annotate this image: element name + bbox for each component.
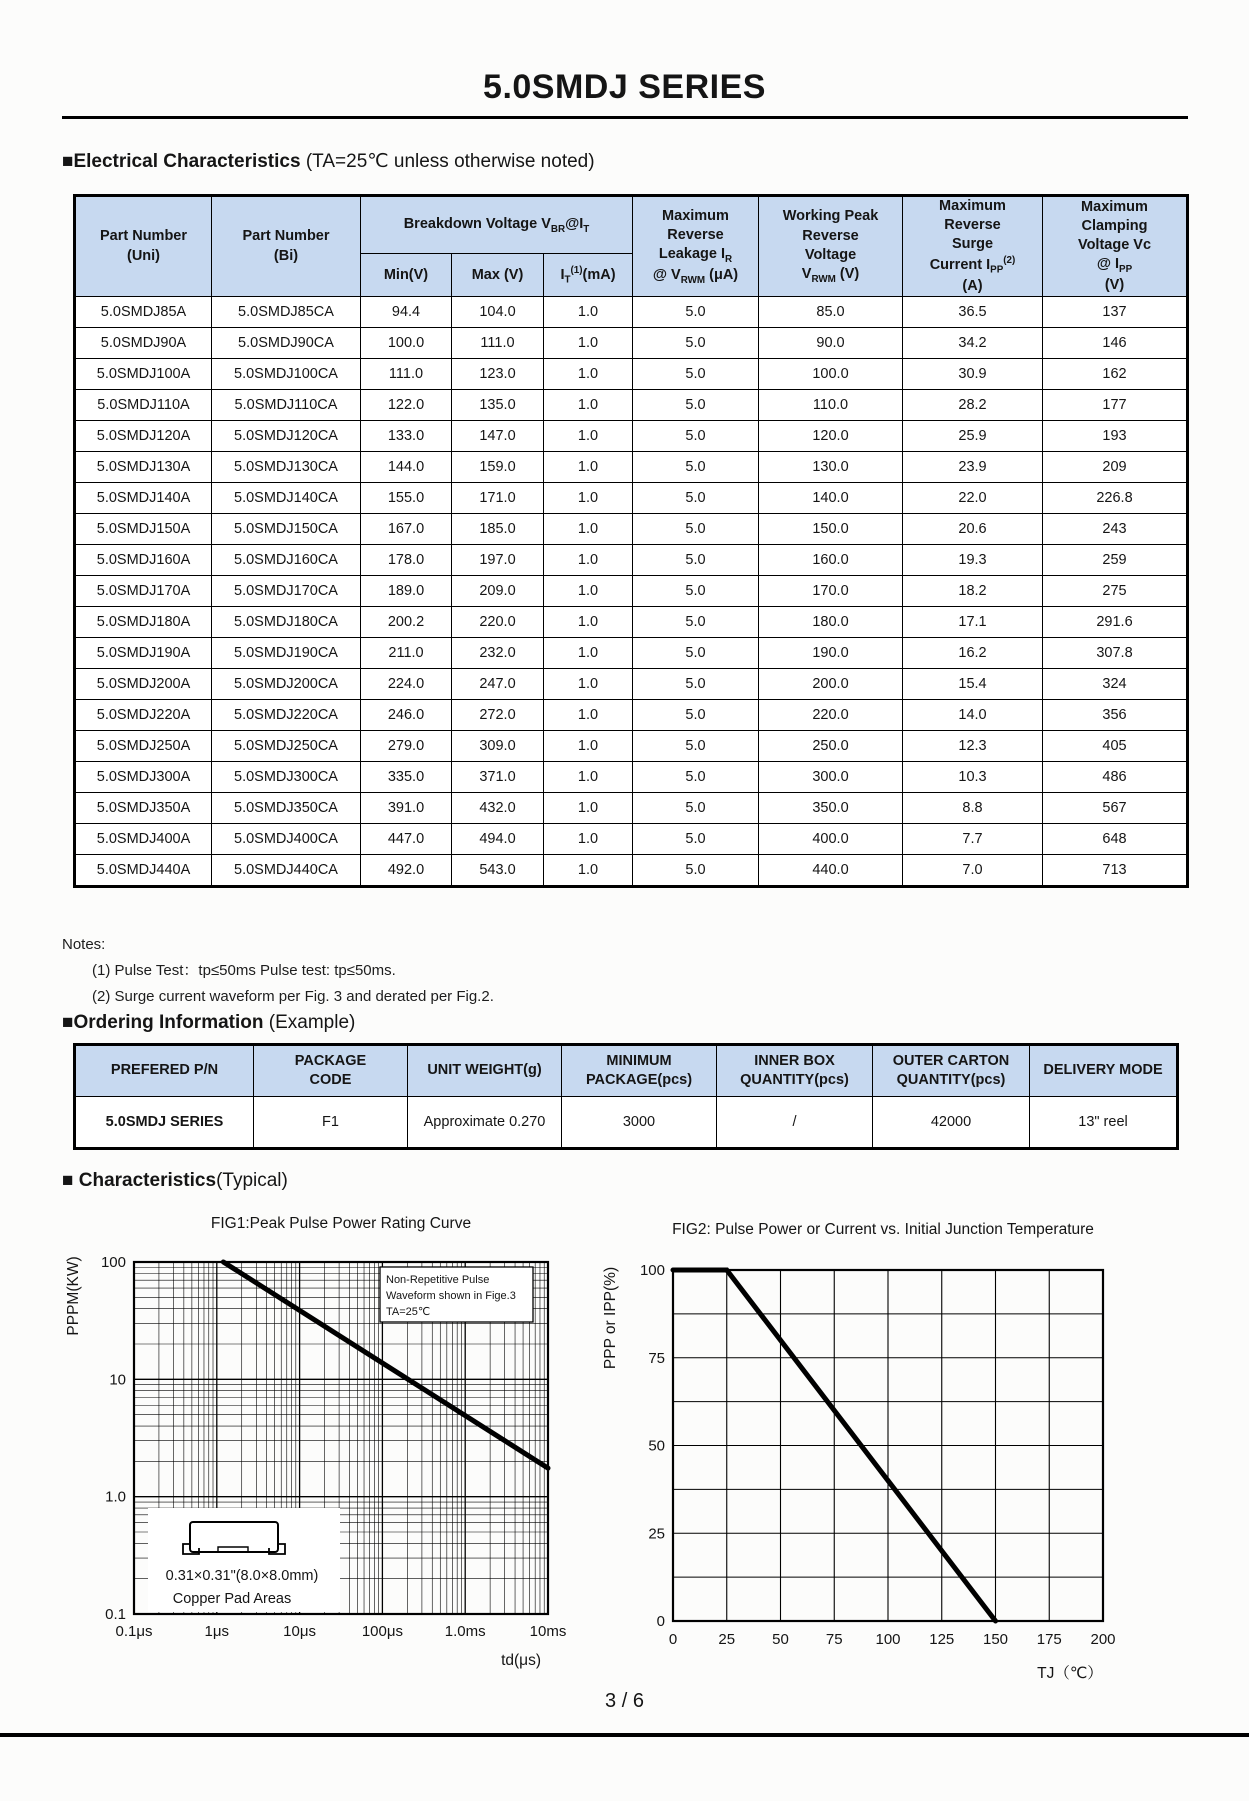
table-cell: 7.7	[903, 824, 1043, 855]
table-cell: 309.0	[452, 731, 544, 762]
table-cell: 5.0SMDJ220CA	[212, 700, 361, 731]
table-cell: 5.0SMDJ220A	[75, 700, 212, 731]
electrical-section-heading	[62, 150, 595, 173]
svg-text:10ms: 10ms	[529, 1623, 567, 1640]
table-cell: 5.0SMDJ400CA	[212, 824, 361, 855]
table-row	[75, 545, 1188, 576]
cell-inner-box: /	[717, 1097, 873, 1149]
table-cell: 567	[1043, 793, 1188, 824]
svg-text:Non-Repetitive Pulse: Non-Repetitive Pulse	[386, 1274, 490, 1286]
table-cell: 350.0	[759, 793, 903, 824]
table-cell: 19.3	[903, 545, 1043, 576]
table-cell: 5.0	[633, 700, 759, 731]
svg-text:125: 125	[929, 1631, 955, 1648]
table-cell: 1.0	[544, 328, 633, 359]
col-header-preferred-pn: PREFERED P/N	[75, 1045, 254, 1097]
table-cell: 5.0SMDJ300CA	[212, 762, 361, 793]
table-cell: 197.0	[452, 545, 544, 576]
table-cell: 5.0SMDJ100A	[75, 359, 212, 390]
table-cell: 5.0SMDJ190CA	[212, 638, 361, 669]
table-cell: 159.0	[452, 452, 544, 483]
svg-text:1.0: 1.0	[105, 1488, 126, 1506]
heading-bold-text: ■ Characteristics	[62, 1170, 217, 1191]
cell-preferred-pn: 5.0SMDJ SERIES	[75, 1097, 254, 1149]
svg-text:10: 10	[109, 1371, 126, 1389]
table-row	[75, 607, 1188, 638]
table-cell: 5.0	[633, 328, 759, 359]
electrical-characteristics-table	[73, 194, 1189, 888]
table-row	[75, 762, 1188, 793]
table-cell: 133.0	[361, 421, 452, 452]
table-cell: 150.0	[759, 514, 903, 545]
table-cell: 189.0	[361, 576, 452, 607]
table-cell: 291.6	[1043, 607, 1188, 638]
table-cell: 224.0	[361, 669, 452, 700]
table-row	[75, 359, 1188, 390]
table-cell: 5.0	[633, 452, 759, 483]
table-cell: 405	[1043, 731, 1188, 762]
footer-divider	[0, 1733, 1249, 1737]
table-cell: 5.0SMDJ110A	[75, 390, 212, 421]
table-cell: 356	[1043, 700, 1188, 731]
col-header-breakdown-group: Breakdown Voltage $V_{BR}@I_T$	[361, 196, 633, 254]
table-cell: 5.0	[633, 607, 759, 638]
fig1-copper-pad-inset	[148, 1508, 340, 1612]
table-cell: 137	[1043, 297, 1188, 328]
table-cell: 5.0	[633, 297, 759, 328]
svg-text:150: 150	[982, 1631, 1009, 1648]
table-cell: 5.0SMDJ170CA	[212, 576, 361, 607]
fig1-legend	[380, 1267, 533, 1322]
table-cell: 5.0SMDJ130CA	[212, 452, 361, 483]
table-cell: 5.0SMDJ350CA	[212, 793, 361, 824]
table-cell: 279.0	[361, 731, 452, 762]
table-cell: 185.0	[452, 514, 544, 545]
table-cell: 7.0	[903, 855, 1043, 887]
svg-text:td(μs): td(μs)	[501, 1652, 541, 1669]
svg-text:10μs: 10μs	[283, 1623, 317, 1640]
svg-text:25: 25	[648, 1525, 665, 1543]
table-cell: 247.0	[452, 669, 544, 700]
table-cell: 5.0SMDJ160A	[75, 545, 212, 576]
table-cell: 5.0SMDJ130A	[75, 452, 212, 483]
col-header-unit-weight: UNIT WEIGHT(g)	[408, 1045, 562, 1097]
table-cell: 5.0	[633, 855, 759, 887]
table-row	[75, 731, 1188, 762]
table-cell: 1.0	[544, 390, 633, 421]
svg-text:75: 75	[648, 1349, 665, 1367]
table-cell: 5.0	[633, 545, 759, 576]
table-row	[75, 297, 1188, 328]
table-cell: 200.2	[361, 607, 452, 638]
table-row	[75, 483, 1188, 514]
cell-outer-carton: 42000	[873, 1097, 1030, 1149]
table-cell: 193	[1043, 421, 1188, 452]
table-cell: 307.8	[1043, 638, 1188, 669]
heading-example-text: (Example)	[263, 1012, 356, 1033]
table-cell: 272.0	[452, 700, 544, 731]
table-cell: 5.0	[633, 762, 759, 793]
table-cell: 146	[1043, 328, 1188, 359]
table-cell: 300.0	[759, 762, 903, 793]
table-cell: 147.0	[452, 421, 544, 452]
svg-text:1.0ms: 1.0ms	[444, 1623, 486, 1640]
col-header-inner-box: INNER BOX QUANTITY(pcs)	[717, 1045, 873, 1097]
heading-bold-text: ■Ordering Information	[62, 1012, 264, 1033]
table-cell: 5.0	[633, 576, 759, 607]
table-cell: 1.0	[544, 514, 633, 545]
table-cell: 5.0SMDJ350A	[75, 793, 212, 824]
col-header-surge-current: Maximum Reverse Surge Current $I_{PP}^{(2)}$ (A)	[903, 196, 1043, 297]
characteristics-section-heading	[62, 1170, 288, 1192]
table-cell: 177	[1043, 390, 1188, 421]
table-cell: 17.1	[903, 607, 1043, 638]
table-cell: 5.0	[633, 359, 759, 390]
table-cell: 22.0	[903, 483, 1043, 514]
table-cell: 120.0	[759, 421, 903, 452]
svg-text:PPPM(KW): PPPM(KW)	[65, 1256, 82, 1336]
table-cell: 246.0	[361, 700, 452, 731]
svg-text:0.31×0.31"(8.0×8.0mm): 0.31×0.31"(8.0×8.0mm)	[165, 1568, 319, 1584]
svg-text:200: 200	[1090, 1631, 1116, 1648]
table-row	[75, 824, 1188, 855]
table-row	[75, 669, 1188, 700]
table-cell: 5.0SMDJ250CA	[212, 731, 361, 762]
table-cell: 5.0SMDJ440CA	[212, 855, 361, 887]
svg-text:0.1: 0.1	[105, 1606, 126, 1623]
table-cell: 90.0	[759, 328, 903, 359]
table-cell: 5.0SMDJ250A	[75, 731, 212, 762]
svg-text:0: 0	[668, 1631, 678, 1648]
table-cell: 5.0SMDJ110CA	[212, 390, 361, 421]
table-cell: 5.0	[633, 483, 759, 514]
col-header-outer-carton: OUTER CARTON QUANTITY(pcs)	[873, 1045, 1030, 1097]
table-cell: 14.0	[903, 700, 1043, 731]
table-cell: 5.0SMDJ90CA	[212, 328, 361, 359]
table-cell: 5.0SMDJ90A	[75, 328, 212, 359]
svg-text:TJ（℃）: TJ（℃）	[1037, 1665, 1103, 1682]
table-row	[75, 514, 1188, 545]
cell-minimum-package: 3000	[562, 1097, 717, 1149]
table-cell: 5.0SMDJ85A	[75, 297, 212, 328]
table-cell: 12.3	[903, 731, 1043, 762]
table-cell: 1.0	[544, 669, 633, 700]
table-cell: 85.0	[759, 297, 903, 328]
table-cell: 1.0	[544, 638, 633, 669]
table-cell: 15.4	[903, 669, 1043, 700]
table-cell: 371.0	[452, 762, 544, 793]
svg-text:FIG1:Peak Pulse Power Rating C: FIG1:Peak Pulse Power Rating Curve	[210, 1215, 472, 1232]
table-cell: 5.0	[633, 824, 759, 855]
table-row	[75, 793, 1188, 824]
table-row	[75, 390, 1188, 421]
table-cell: 5.0SMDJ160CA	[212, 545, 361, 576]
table-cell: 111.0	[361, 359, 452, 390]
svg-text:50: 50	[772, 1631, 789, 1648]
table-cell: 170.0	[759, 576, 903, 607]
table-cell: 243	[1043, 514, 1188, 545]
table-cell: 5.0SMDJ300A	[75, 762, 212, 793]
table-cell: 160.0	[759, 545, 903, 576]
table-cell: 220.0	[452, 607, 544, 638]
table-cell: 122.0	[361, 390, 452, 421]
table-cell: 135.0	[452, 390, 544, 421]
table-cell: 5.0SMDJ140CA	[212, 483, 361, 514]
table-cell: 5.0SMDJ170A	[75, 576, 212, 607]
col-header-it: $I_T^{(1)}(mA)$	[544, 254, 633, 297]
table-cell: 171.0	[452, 483, 544, 514]
table-cell: 447.0	[361, 824, 452, 855]
fig2-derating-chart	[580, 1208, 1192, 1698]
table-cell: 1.0	[544, 855, 633, 887]
table-cell: 1.0	[544, 483, 633, 514]
col-header-package-code: PACKAGE CODE	[254, 1045, 408, 1097]
table-cell: 5.0SMDJ440A	[75, 855, 212, 887]
table-cell: 5.0	[633, 421, 759, 452]
electrical-table-header	[75, 196, 1188, 297]
col-header-min: Min(V)	[361, 254, 452, 297]
cell-delivery-mode: 13" reel	[1030, 1097, 1178, 1149]
table-cell: 23.9	[903, 452, 1043, 483]
cell-unit-weight: Approximate 0.270	[408, 1097, 562, 1149]
table-row	[75, 1097, 1178, 1149]
svg-text:100: 100	[100, 1254, 126, 1271]
table-cell: 5.0SMDJ150CA	[212, 514, 361, 545]
ordering-section-heading	[62, 1012, 355, 1034]
table-cell: 18.2	[903, 576, 1043, 607]
heading-typical-text: (Typical)	[216, 1170, 288, 1191]
table-cell: 100.0	[759, 359, 903, 390]
table-cell: 5.0SMDJ150A	[75, 514, 212, 545]
table-cell: 178.0	[361, 545, 452, 576]
col-header-part-uni: Part Number (Uni)	[75, 196, 212, 297]
page-title: 5.0SMDJ SERIES	[483, 68, 766, 106]
table-cell: 1.0	[544, 824, 633, 855]
table-cell: 5.0SMDJ100CA	[212, 359, 361, 390]
table-cell: 5.0	[633, 638, 759, 669]
table-cell: 5.0	[633, 731, 759, 762]
svg-text:1μs: 1μs	[204, 1623, 230, 1640]
table-cell: 1.0	[544, 359, 633, 390]
table-cell: 275	[1043, 576, 1188, 607]
table-cell: 34.2	[903, 328, 1043, 359]
ordering-table-header	[75, 1045, 1178, 1097]
table-cell: 155.0	[361, 483, 452, 514]
table-cell: 486	[1043, 762, 1188, 793]
table-cell: 110.0	[759, 390, 903, 421]
svg-text:100μs: 100μs	[361, 1623, 403, 1640]
table-cell: 20.6	[903, 514, 1043, 545]
table-cell: 5.0	[633, 514, 759, 545]
table-cell: 211.0	[361, 638, 452, 669]
table-cell: 324	[1043, 669, 1188, 700]
table-cell: 226.8	[1043, 483, 1188, 514]
col-header-delivery-mode: DELIVERY MODE	[1030, 1045, 1178, 1097]
table-cell: 648	[1043, 824, 1188, 855]
table-cell: 5.0SMDJ180CA	[212, 607, 361, 638]
svg-text:50: 50	[648, 1437, 665, 1455]
notes-block	[62, 932, 494, 1010]
table-cell: 543.0	[452, 855, 544, 887]
table-cell: 111.0	[452, 328, 544, 359]
ordering-table-body	[75, 1097, 1178, 1149]
svg-text:100: 100	[639, 1262, 665, 1279]
table-cell: 5.0SMDJ120A	[75, 421, 212, 452]
table-cell: 1.0	[544, 576, 633, 607]
table-cell: 259	[1043, 545, 1188, 576]
table-cell: 25.9	[903, 421, 1043, 452]
table-cell: 5.0SMDJ400A	[75, 824, 212, 855]
table-cell: 5.0SMDJ200CA	[212, 669, 361, 700]
svg-text:0: 0	[656, 1613, 665, 1630]
page-number: 3 / 6	[605, 1690, 644, 1712]
table-cell: 162	[1043, 359, 1188, 390]
table-cell: 713	[1043, 855, 1188, 887]
table-cell: 10.3	[903, 762, 1043, 793]
ordering-information-table	[73, 1043, 1179, 1150]
col-header-leakage: Maximum Reverse Leakage $I_R$ @ $V_{RWM}$ (μA)	[633, 196, 759, 297]
table-cell: 5.0	[633, 793, 759, 824]
table-cell: 100.0	[361, 328, 452, 359]
table-cell: 140.0	[759, 483, 903, 514]
svg-text:TA=25℃: TA=25℃	[386, 1306, 431, 1318]
svg-text:75: 75	[825, 1631, 843, 1648]
fig1-peak-pulse-power-chart	[60, 1208, 580, 1680]
cell-package-code: F1	[254, 1097, 408, 1149]
table-cell: 104.0	[452, 297, 544, 328]
svg-text:PPP or IPP(%): PPP or IPP(%)	[602, 1266, 619, 1370]
col-header-minimum-package: MINIMUM PACKAGE(pcs)	[562, 1045, 717, 1097]
table-cell: 5.0SMDJ140A	[75, 483, 212, 514]
table-cell: 190.0	[759, 638, 903, 669]
heading-condition-text: (TA=25℃ unless otherwise noted)	[300, 151, 595, 172]
table-cell: 220.0	[759, 700, 903, 731]
table-cell: 250.0	[759, 731, 903, 762]
table-cell: 5.0SMDJ200A	[75, 669, 212, 700]
table-cell: 130.0	[759, 452, 903, 483]
note-item-1: (1) Pulse Test：tp≤50ms Pulse test: tp≤50ms.	[92, 962, 396, 979]
table-cell: 30.9	[903, 359, 1043, 390]
table-cell: 167.0	[361, 514, 452, 545]
table-cell: 1.0	[544, 545, 633, 576]
table-cell: 1.0	[544, 607, 633, 638]
table-cell: 5.0SMDJ180A	[75, 607, 212, 638]
table-cell: 432.0	[452, 793, 544, 824]
table-cell: 440.0	[759, 855, 903, 887]
table-row	[75, 700, 1188, 731]
table-cell: 335.0	[361, 762, 452, 793]
svg-text:Copper Pad Areas: Copper Pad Areas	[172, 1591, 292, 1607]
table-cell: 494.0	[452, 824, 544, 855]
table-cell: 36.5	[903, 297, 1043, 328]
table-cell: 1.0	[544, 731, 633, 762]
table-cell: 144.0	[361, 452, 452, 483]
svg-text:FIG2: Pulse Power or Current v: FIG2: Pulse Power or Current vs. Initial Junction Temperature	[672, 1221, 1094, 1238]
table-cell: 1.0	[544, 452, 633, 483]
table-cell: 8.8	[903, 793, 1043, 824]
table-cell: 5.0	[633, 669, 759, 700]
col-header-working-voltage: Working Peak Reverse Voltage $V_{RWM}$ (V)	[759, 196, 903, 297]
table-cell: 209.0	[452, 576, 544, 607]
table-row	[75, 576, 1188, 607]
table-row	[75, 855, 1188, 887]
table-cell: 94.4	[361, 297, 452, 328]
col-header-part-bi: Part Number (Bi)	[212, 196, 361, 297]
table-cell: 1.0	[544, 762, 633, 793]
col-header-clamping-voltage: Maximum Clamping Voltage Vc @ $I_{PP}$ (V)	[1043, 196, 1188, 297]
table-cell: 5.0	[633, 390, 759, 421]
table-cell: 209	[1043, 452, 1188, 483]
notes-title: Notes:	[62, 936, 106, 953]
svg-text:175: 175	[1036, 1631, 1062, 1648]
title-divider	[62, 116, 1188, 119]
table-cell: 180.0	[759, 607, 903, 638]
electrical-table-body	[75, 297, 1188, 887]
table-cell: 16.2	[903, 638, 1043, 669]
table-cell: 5.0SMDJ190A	[75, 638, 212, 669]
col-header-max: Max (V)	[452, 254, 544, 297]
table-row	[75, 452, 1188, 483]
table-cell: 200.0	[759, 669, 903, 700]
table-cell: 1.0	[544, 421, 633, 452]
table-cell: 1.0	[544, 793, 633, 824]
note-item-2: (2) Surge current waveform per Fig. 3 and derated per Fig.2.	[92, 988, 494, 1005]
svg-text:25: 25	[718, 1631, 736, 1648]
table-cell: 5.0SMDJ120CA	[212, 421, 361, 452]
table-row	[75, 421, 1188, 452]
table-cell: 400.0	[759, 824, 903, 855]
table-cell: 5.0SMDJ85CA	[212, 297, 361, 328]
table-row	[75, 328, 1188, 359]
table-cell: 28.2	[903, 390, 1043, 421]
table-cell: 1.0	[544, 297, 633, 328]
svg-text:Waveform shown in Fige.3: Waveform shown in Fige.3	[386, 1290, 516, 1302]
table-cell: 1.0	[544, 700, 633, 731]
svg-text:100: 100	[875, 1631, 901, 1648]
svg-text:0.1μs: 0.1μs	[115, 1623, 153, 1640]
table-cell: 123.0	[452, 359, 544, 390]
table-row	[75, 638, 1188, 669]
heading-bold-text: ■Electrical Characteristics	[62, 151, 301, 172]
table-cell: 391.0	[361, 793, 452, 824]
table-cell: 492.0	[361, 855, 452, 887]
table-cell: 232.0	[452, 638, 544, 669]
